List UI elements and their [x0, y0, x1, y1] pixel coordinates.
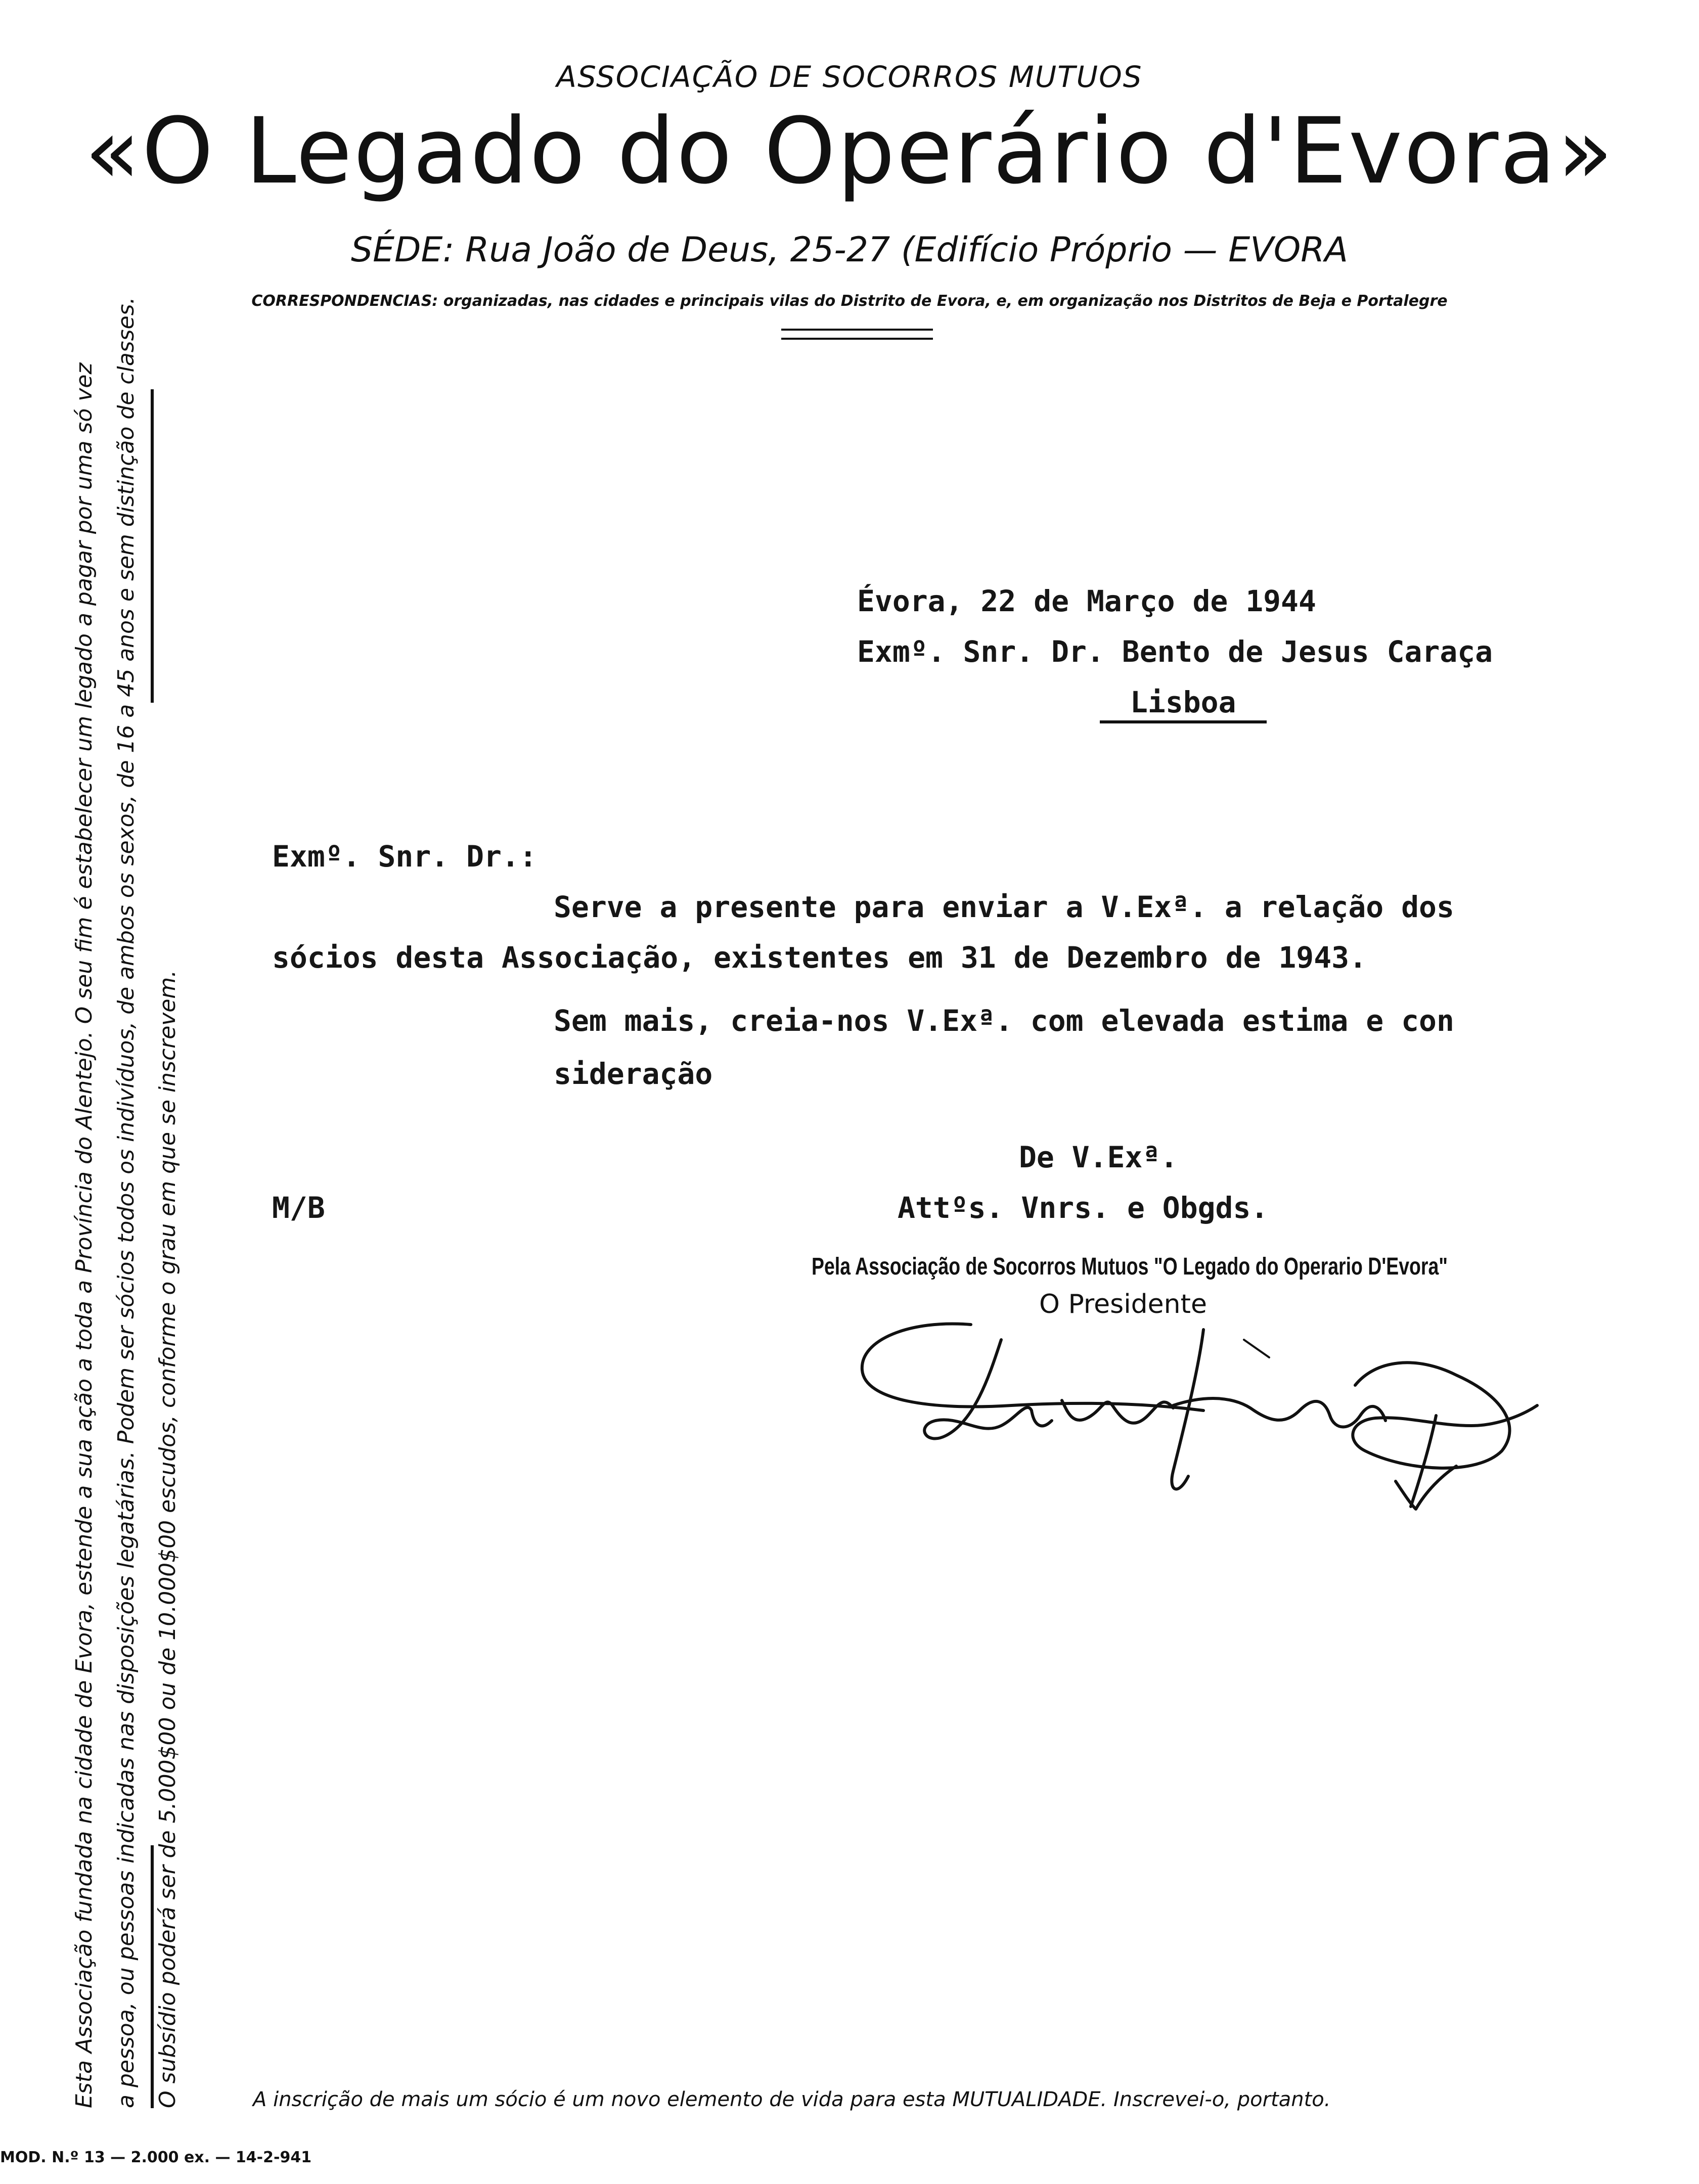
letter-salutation: Exmº. Snr. Dr.:	[272, 839, 537, 874]
stamp-organization: Pela Associação de Socorros Mutuos "O Legado do Operario D'Evora"	[812, 1253, 1448, 1280]
stamp-president-title: O Presidente	[1039, 1289, 1208, 1320]
organization-name: «O Legado do Operário d'Evora»	[84, 99, 1615, 204]
side-text-line-2: a pessoa, ou pessoas indicadas nas disposições legatárias. Podem ser sócios todos os indivíduos, de ambos os sexos, de 16 a 45 anos e sem distinção de classes.	[113, 297, 139, 2108]
letter-recipient: Exmº. Snr. Dr. Bento de Jesus Caraça	[857, 634, 1493, 669]
typist-initials: M/B	[272, 1191, 325, 1225]
correspondence-note: CORRESPONDENCIAS: organizadas, nas cidades e principais vilas do Distrito de Evora, e, em organização nos Distritos de Beja e Portalegre	[251, 292, 1448, 310]
city-underline	[1100, 720, 1267, 723]
association-type: ASSOCIAÇÃO DE SOCORROS MUTUOS	[556, 60, 1143, 94]
side-rule-bottom	[151, 1845, 154, 2108]
seat-address: SÉDE: Rua João de Deus, 25-27 (Edifício Próprio — EVORA	[351, 230, 1348, 270]
form-code: MOD. N.º 13 — 2.000 ex. — 14-2-941	[0, 2149, 312, 2166]
body-paragraph-2-line-2: sideração	[554, 1057, 713, 1091]
footer-slogan: A inscrição de mais um sócio é um novo elemento de vida para esta MUTUALIDADE. Inscrevei-o, portanto.	[253, 2088, 1331, 2111]
closing-line-2: Attºs. Vnrs. e Obgds.	[898, 1191, 1269, 1225]
letter-city: Lisboa	[1130, 685, 1236, 719]
letter-date: Évora, 22 de Março de 1944	[857, 584, 1316, 618]
side-text-line-3: O subsídio poderá ser de 5.000$00 ou de 10.000$00 escudos, conforme o grau em que se inscrevem.	[155, 970, 181, 2108]
closing-line-1: De V.Exª.	[1019, 1140, 1178, 1174]
letterhead-double-rule	[781, 329, 933, 340]
side-rule-top	[151, 389, 154, 703]
body-paragraph-1-line-2: sócios desta Associação, existentes em 31 de Dezembro de 1943.	[272, 940, 1367, 975]
side-text-line-1: Esta Associação fundada na cidade de Evora, estende a sua ação a toda a Província do Alentejo. O seu fim é estabelecer um legado a pagar por uma só vez	[71, 362, 97, 2108]
body-paragraph-2-line-1: Sem mais, creia-nos V.Exª. com elevada estima e con	[554, 1004, 1454, 1038]
handwritten-signature	[850, 1309, 1583, 1537]
body-paragraph-1-line-1: Serve a presente para enviar a V.Exª. a relação dos	[554, 890, 1454, 924]
